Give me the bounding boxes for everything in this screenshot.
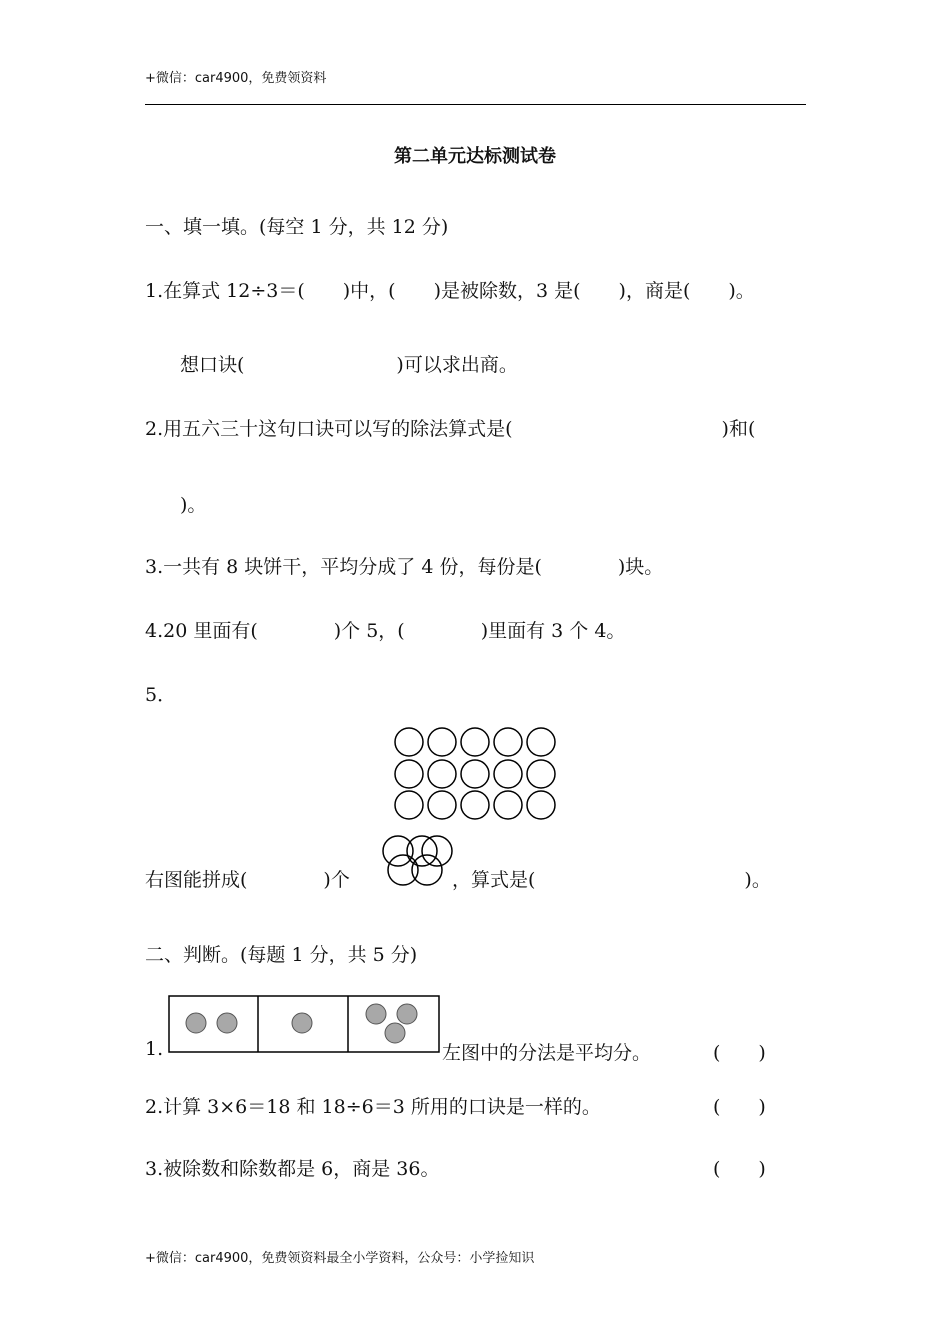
section2-heading: 二、判断。(每题 1 分，共 5 分) [145,944,418,966]
judgment-2-text: 2.计算 3×6＝18 和 18÷6＝3 所用的口诀是一样的。 [145,1096,601,1118]
header-divider [145,104,806,105]
question-2-line-2: )。 [180,494,207,516]
three-box-dots-figure [168,995,440,1055]
question-1-line-2: 想口诀( )可以求出商。 [180,354,518,376]
page-footer: +微信：car4900，免费领资料最全小学资料，公众号：小学捡知识 [145,1251,535,1266]
section1-heading: 一、填一填。(每空 1 分，共 12 分) [145,216,449,238]
judgment-1-answer[interactable]: ( ) [713,1042,766,1064]
question-5-text-a: 右图能拼成( )个 [145,869,350,891]
circle-grid-figure [394,727,558,821]
judgment-1-text: 左图中的分法是平均分。 [442,1042,652,1064]
judgment-1-label: 1. [145,1038,164,1060]
question-4: 4.20 里面有( )个 5，( )里面有 3 个 4。 [145,620,626,642]
judgment-2-answer[interactable]: ( ) [713,1096,766,1118]
judgment-3-answer[interactable]: ( ) [713,1158,766,1180]
question-5-label: 5． [145,684,177,706]
page-title: 第二单元达标测试卷 [394,146,556,167]
question-1-line-1: 1.在算式 12÷3＝( )中，( )是被除数，3 是( )，商是( )。 [145,280,755,302]
question-2-line-1: 2.用五六三十这句口诀可以写的除法算式是( )和( [145,418,756,440]
page-header: +微信：car4900，免费领资料 [145,71,327,86]
five-rings-shape [381,834,457,890]
judgment-3-text: 3.被除数和除数都是 6，商是 36。 [145,1158,440,1180]
question-5-text-b: ，算式是( )。 [452,869,771,891]
question-3: 3.一共有 8 块饼干，平均分成了 4 份，每份是( )块。 [145,556,664,578]
